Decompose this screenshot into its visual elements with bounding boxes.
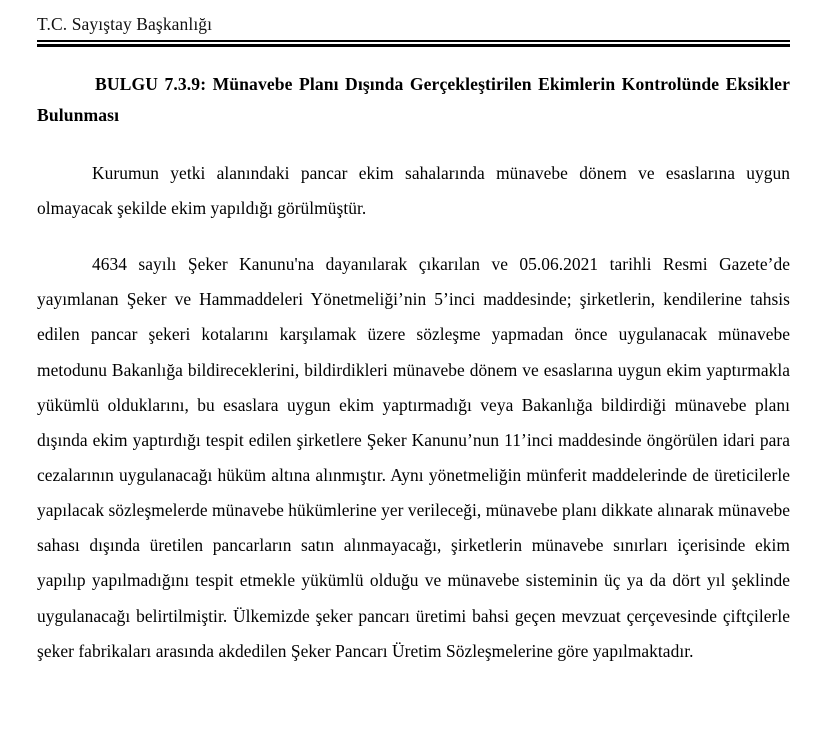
header-divider-thin-line (37, 40, 790, 42)
page-header (0, 0, 830, 34)
finding-summary-paragraph: Kurumun yetki alanındaki pancar ekim sahalarında münavebe dönem ve esaslarına uygun olmayacak şekilde ekim yapıldığı görülmüştür. (37, 162, 790, 218)
legal-basis-paragraph: 4634 sayılı Şeker Kanunu'na dayanılarak çıkarılan ve 05.06.2021 tarihli Resmi Gazete’de yayımlanan Şeker ve Hammaddeleri Yönetmeliği’nin 5’inci maddesinde; şirketlerin, kendilerine tahsis edilen pancar şekeri kotalarını karşılamak üzere sözleşme yapmadan önce uygulanacak münavebe metodunu Bakanlığa bildireceklerini, bildirdikleri münavebe dönem ve esaslarına uygun ekim yaptırmakla yükümlü olduklarını, bu esaslara uygun ekim yaptırmadığı veya Bakanlığa bildirdiği münavebe planı dışında ekim yaptırdığı tespit edilen şirketlere Şeker Kanunu’nun 11’inci maddesinde öngörülen idari para cezalarının uygulanacağı hüküm altına alınmıştır. Aynı yönetmeliğin münferit maddelerinde de üreticilerle yapılacak sözleşmelerde münavebe hükümlerine yer verileceği, münavebe planı dikkate alınarak münavebe sahası dışında üretilen pancarların satın alınmayacağı, şirketlerin münavebe sınırları içerisinde ekim yapılıp yapılmadığını tespit etmekle yükümlü olduğu ve münavebe sisteminin üç ya da dört yıl şeklinde uygulanacağı belirtilmiştir. Ülkemizde şeker pancarı üretimi bahsi geçen mevzuat çerçevesinde çiftçilerle şeker fabrikaları arasında akdedilen Şeker Pancarı Üretim Sözleşmelerine göre yapılmaktadır. (37, 254, 791, 661)
header-divider (37, 40, 790, 47)
finding-heading: BULGU 7.3.9: Münavebe Planı Dışında Gerçekleştirilen Ekimlerin Kontrolünde Eksikler Bulunması (37, 74, 790, 126)
document-body (0, 69, 830, 669)
header-divider-thick-line (37, 44, 790, 47)
institution-name: T.C. Sayıştay Başkanlığı (37, 14, 213, 34)
